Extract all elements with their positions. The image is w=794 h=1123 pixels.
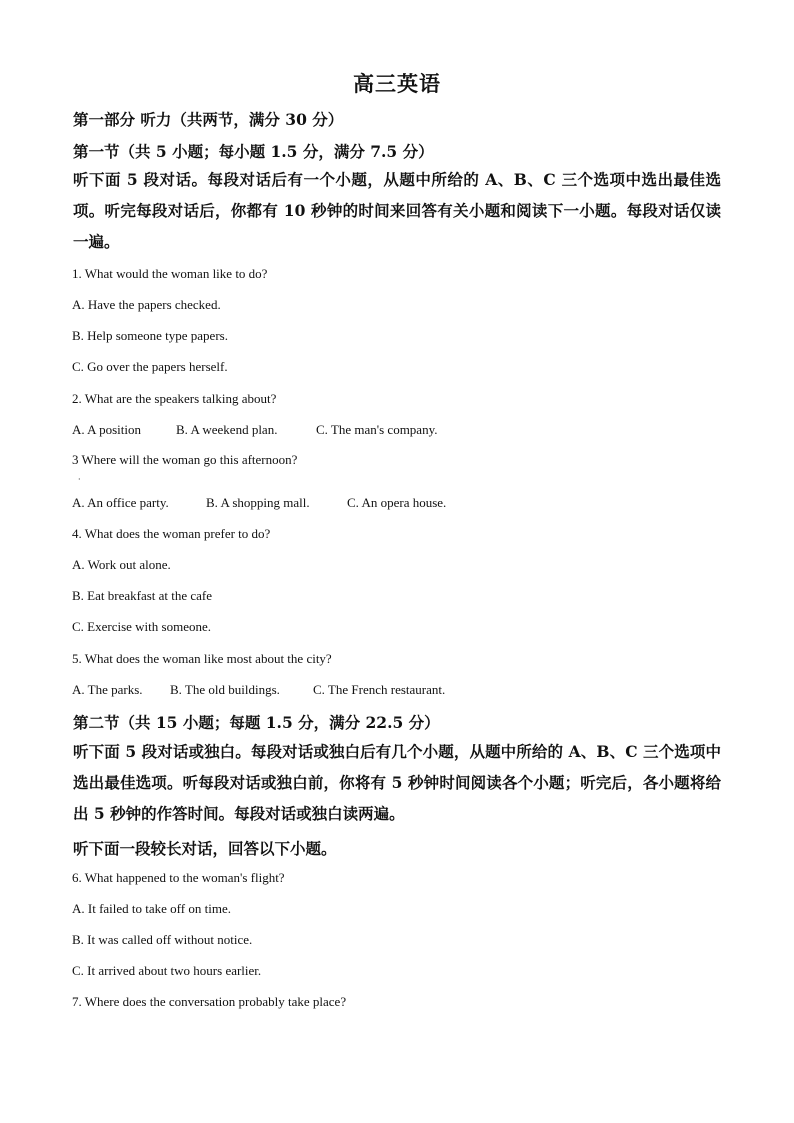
option-a: A. Work out alone. [72,557,171,572]
page-title: 高三英语 [353,71,441,96]
options-row [72,682,445,698]
question-stem: 6. What happened to the woman's flight? [72,870,285,885]
option-a: A. It failed to take off on time. [72,901,231,916]
option-b: B. Help someone type papers. [72,328,228,343]
option-b: B. A weekend plan. [176,422,278,437]
option-b: B. A shopping mall. [206,495,310,510]
section2-instructions: 听下面 5 段对话或独白。每段对话或独白后有几个小题，从题中所给的 A、B、C 三个选项中选出最佳选项。听每段对话或独白前，你将有 5 秒钟时间阅读各个小题；听完后，各小题将给出 5 秒钟的作答时间。每段对话或独白读两遍。 [73,742,721,823]
sub-instruction: 听下面一段较长对话，回答以下小题。 [73,839,337,858]
question-stem: 3 Where will the woman go this afternoon? [72,452,298,467]
option-c: C. An opera house. [347,495,447,510]
option-a: A. An office party. [72,495,169,510]
option-c: C. The French restaurant. [313,682,446,697]
option-c: C. Exercise with someone. [72,619,211,634]
options-row [72,495,446,511]
option-c: C. Go over the papers herself. [72,359,228,374]
question-stem: 5. What does the woman like most about the city? [72,651,332,666]
question-stem: 2. What are the speakers talking about? [72,391,277,406]
question-stem: 7. Where does the conversation probably take place? [72,994,347,1009]
options-row [72,422,438,438]
option-c: C. The man's company. [316,422,438,437]
option-b: B. The old buildings. [170,682,280,697]
option-a: A. A position [72,422,141,437]
part1-heading: 第一部分 听力（共两节，满分 30 分） [73,110,344,129]
option-a: A. Have the papers checked. [72,297,221,312]
section2-heading: 第二节（共 15 小题；每题 1.5 分，满分 22.5 分） [73,713,440,732]
question-stem: 4. What does the woman prefer to do? [72,526,271,541]
option-c: C. It arrived about two hours earlier. [72,963,262,978]
option-b: B. Eat breakfast at the cafe [72,588,213,603]
section1-heading: 第一节（共 5 小题；每小题 1.5 分，满分 7.5 分） [73,142,434,161]
question-stem: 1. What would the woman like to do? [72,266,268,281]
option-a: A. The parks. [72,682,143,697]
stray-mark: · [78,475,81,484]
option-b: B. It was called off without notice. [72,932,253,947]
section1-instructions: 听下面 5 段对话。每段对话后有一个小题，从题中所给的 A、B、C 三个选项中选出最佳选项。听完每段对话后，你都有 10 秒钟的时间来回答有关小题和阅读下一小题。每段对话仅读一遍。 [73,170,721,251]
